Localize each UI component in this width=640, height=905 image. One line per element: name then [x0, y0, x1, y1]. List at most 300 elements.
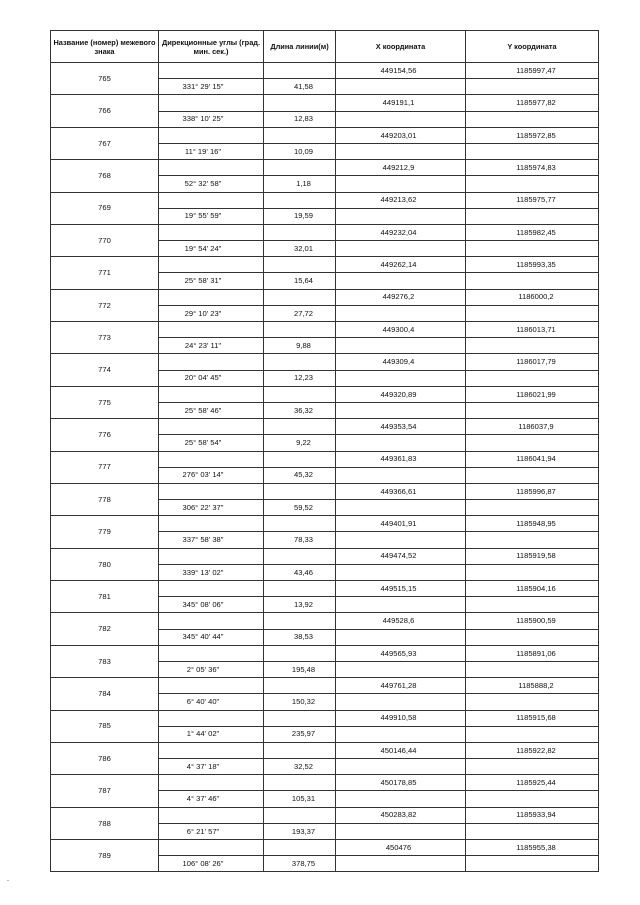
line-length: 19,59 — [293, 211, 313, 221]
point-name: 782 — [51, 613, 159, 645]
point-name: 771 — [51, 257, 159, 289]
x-cell — [336, 710, 466, 726]
empty-cell — [159, 548, 264, 564]
point-row — [51, 419, 599, 435]
point-row — [51, 548, 599, 564]
y-cell — [466, 613, 599, 629]
line-length: 32,01 — [293, 243, 313, 253]
empty-cell — [264, 322, 336, 338]
y-cell — [466, 451, 599, 467]
y-cell — [466, 678, 599, 694]
line-length: 193,37 — [291, 826, 316, 836]
y-cell — [466, 840, 599, 856]
x-coordinate: 449474,52 — [380, 551, 417, 561]
empty-cell — [466, 273, 599, 289]
empty-cell — [264, 483, 336, 499]
point-name: 766 — [51, 95, 159, 127]
y-coordinate: 1185993,35 — [516, 260, 556, 270]
y-coordinate: 1185997,47 — [516, 65, 556, 75]
y-cell — [466, 645, 599, 661]
header-name: Название (номер) межевого знака — [51, 31, 159, 63]
angle-cell — [159, 856, 264, 872]
empty-cell — [466, 726, 599, 742]
angle-cell — [159, 661, 264, 677]
y-coordinate: 1185955,38 — [516, 842, 556, 852]
empty-cell — [336, 597, 466, 613]
x-cell — [336, 354, 466, 370]
x-cell — [336, 386, 466, 402]
y-coordinate: 1185974,83 — [516, 162, 556, 172]
point-name: 777 — [51, 451, 159, 483]
empty-cell — [159, 451, 264, 467]
empty-cell — [264, 95, 336, 111]
empty-cell — [466, 856, 599, 872]
empty-cell — [159, 516, 264, 532]
y-cell — [466, 95, 599, 111]
angle-cell — [159, 273, 264, 289]
direction-angle: 25° 58' 31" — [184, 276, 222, 286]
y-cell — [466, 386, 599, 402]
point-name: 789 — [51, 840, 159, 872]
length-cell — [264, 629, 336, 645]
x-cell — [336, 483, 466, 499]
y-coordinate: 1185915,68 — [516, 713, 556, 723]
direction-angle: 52° 32' 58" — [184, 179, 222, 189]
y-coordinate: 1185975,77 — [516, 195, 556, 205]
empty-cell — [336, 467, 466, 483]
length-cell — [264, 208, 336, 224]
angle-cell — [159, 759, 264, 775]
angle-cell — [159, 791, 264, 807]
x-cell — [336, 742, 466, 758]
empty-cell — [264, 451, 336, 467]
x-cell — [336, 516, 466, 532]
empty-cell — [159, 742, 264, 758]
empty-cell — [264, 840, 336, 856]
empty-cell — [336, 370, 466, 386]
point-row — [51, 63, 599, 79]
line-length: 45,32 — [293, 470, 313, 480]
point-row — [51, 160, 599, 176]
empty-cell — [264, 775, 336, 791]
header-angle: Дирекционные углы (град. мин. сек.) — [159, 31, 264, 63]
angle-cell — [159, 338, 264, 354]
angle-cell — [159, 176, 264, 192]
line-length: 195,48 — [291, 664, 316, 674]
y-coordinate: 1185933,94 — [516, 810, 556, 820]
point-row — [51, 807, 599, 823]
y-coordinate: 1186041,94 — [516, 454, 556, 464]
length-cell — [264, 111, 336, 127]
empty-cell — [264, 645, 336, 661]
direction-angle: 25° 58' 54" — [184, 438, 222, 448]
direction-angle: 337° 58' 38" — [182, 535, 224, 545]
line-length: 12,83 — [293, 114, 313, 124]
point-row — [51, 322, 599, 338]
empty-cell — [466, 694, 599, 710]
direction-angle: 4° 37' 46" — [186, 794, 220, 804]
y-cell — [466, 127, 599, 143]
point-row — [51, 516, 599, 532]
empty-cell — [264, 257, 336, 273]
y-coordinate: 1185922,82 — [516, 745, 556, 755]
point-row — [51, 645, 599, 661]
x-coordinate: 449910,58 — [380, 713, 417, 723]
angle-cell — [159, 532, 264, 548]
line-length: 36,32 — [293, 405, 313, 415]
empty-cell — [264, 127, 336, 143]
line-length: 32,52 — [293, 761, 313, 771]
empty-cell — [466, 402, 599, 418]
line-length: 105,31 — [291, 794, 316, 804]
y-coordinate: 1186037,9 — [518, 421, 554, 431]
x-coordinate: 449515,15 — [380, 583, 417, 593]
x-cell — [336, 678, 466, 694]
survey-body — [51, 63, 599, 872]
direction-angle: 276° 03' 14" — [182, 470, 224, 480]
x-cell — [336, 840, 466, 856]
point-row — [51, 581, 599, 597]
y-cell — [466, 483, 599, 499]
empty-cell — [336, 629, 466, 645]
empty-cell — [336, 694, 466, 710]
y-cell — [466, 516, 599, 532]
empty-cell — [336, 823, 466, 839]
empty-cell — [466, 629, 599, 645]
y-cell — [466, 354, 599, 370]
empty-cell — [466, 111, 599, 127]
line-length: 59,52 — [293, 502, 313, 512]
length-cell — [264, 726, 336, 742]
length-cell — [264, 791, 336, 807]
length-cell — [264, 241, 336, 257]
x-cell — [336, 613, 466, 629]
empty-cell — [264, 678, 336, 694]
y-coordinate: 1185996,87 — [516, 486, 556, 496]
x-coordinate: 449353,54 — [380, 421, 417, 431]
x-coordinate: 449300,4 — [382, 324, 415, 334]
length-cell — [264, 273, 336, 289]
empty-cell — [159, 710, 264, 726]
direction-angle: 4° 37' 18" — [186, 761, 220, 771]
line-length: 38,53 — [293, 632, 313, 642]
empty-cell — [159, 192, 264, 208]
x-coordinate: 450146,44 — [380, 745, 417, 755]
x-cell — [336, 451, 466, 467]
empty-cell — [336, 856, 466, 872]
point-row — [51, 840, 599, 856]
length-cell — [264, 661, 336, 677]
direction-angle: 345° 40' 44" — [182, 632, 224, 642]
empty-cell — [466, 564, 599, 580]
point-name: 783 — [51, 645, 159, 677]
empty-cell — [336, 143, 466, 159]
empty-cell — [466, 79, 599, 95]
empty-cell — [336, 111, 466, 127]
empty-cell — [336, 241, 466, 257]
line-length: 235,97 — [291, 729, 316, 739]
empty-cell — [466, 241, 599, 257]
x-cell — [336, 127, 466, 143]
empty-cell — [336, 402, 466, 418]
line-length: 1,18 — [296, 179, 311, 189]
x-cell — [336, 289, 466, 305]
empty-cell — [466, 338, 599, 354]
x-cell — [336, 548, 466, 564]
empty-cell — [264, 581, 336, 597]
direction-angle: 19° 55' 59" — [184, 211, 222, 221]
direction-angle: 106° 08' 26" — [182, 858, 224, 868]
line-length: 10,09 — [293, 146, 313, 156]
empty-cell — [159, 160, 264, 176]
y-coordinate: 1185919,58 — [516, 551, 556, 561]
line-length: 78,33 — [293, 535, 313, 545]
point-row — [51, 742, 599, 758]
empty-cell — [264, 807, 336, 823]
empty-cell — [159, 63, 264, 79]
line-length: 9,22 — [296, 438, 311, 448]
empty-cell — [159, 419, 264, 435]
empty-cell — [336, 305, 466, 321]
angle-cell — [159, 143, 264, 159]
empty-cell — [264, 289, 336, 305]
empty-cell — [336, 273, 466, 289]
angle-cell — [159, 111, 264, 127]
length-cell — [264, 500, 336, 516]
x-cell — [336, 257, 466, 273]
empty-cell — [466, 143, 599, 159]
empty-cell — [466, 661, 599, 677]
point-name: 779 — [51, 516, 159, 548]
point-row — [51, 678, 599, 694]
point-name: 774 — [51, 354, 159, 386]
y-coordinate: 1185900,59 — [516, 616, 556, 626]
x-coordinate: 450283,82 — [380, 810, 417, 820]
point-name: 769 — [51, 192, 159, 224]
empty-cell — [159, 483, 264, 499]
empty-cell — [159, 322, 264, 338]
x-cell — [336, 192, 466, 208]
line-length: 15,64 — [293, 276, 313, 286]
x-cell — [336, 224, 466, 240]
direction-angle: 19° 54' 24" — [184, 243, 222, 253]
direction-angle: 2° 05' 36" — [186, 664, 220, 674]
empty-cell — [159, 581, 264, 597]
empty-cell — [264, 548, 336, 564]
empty-cell — [159, 386, 264, 402]
x-cell — [336, 95, 466, 111]
point-name: 787 — [51, 775, 159, 807]
point-name: 767 — [51, 127, 159, 159]
angle-cell — [159, 500, 264, 516]
length-cell — [264, 532, 336, 548]
x-coordinate: 449565,93 — [380, 648, 417, 658]
survey-table — [50, 30, 599, 872]
header-x: X координата — [336, 31, 466, 63]
x-coordinate: 449401,91 — [380, 519, 417, 529]
x-cell — [336, 160, 466, 176]
angle-cell — [159, 629, 264, 645]
empty-cell — [466, 208, 599, 224]
empty-cell — [264, 613, 336, 629]
y-coordinate: 1186013,71 — [516, 324, 556, 334]
x-coordinate: 450178,85 — [380, 778, 417, 788]
x-cell — [336, 807, 466, 823]
y-cell — [466, 289, 599, 305]
empty-cell — [159, 224, 264, 240]
y-coordinate: 1185977,82 — [516, 98, 556, 108]
length-cell — [264, 823, 336, 839]
empty-cell — [466, 532, 599, 548]
direction-angle: 20° 04' 45" — [184, 373, 222, 383]
direction-angle: 1° 44' 02" — [186, 729, 220, 739]
empty-cell — [264, 516, 336, 532]
x-coordinate: 449320,89 — [380, 389, 417, 399]
y-coordinate: 1185904,16 — [516, 583, 556, 593]
point-row — [51, 257, 599, 273]
angle-cell — [159, 564, 264, 580]
empty-cell — [336, 435, 466, 451]
x-coordinate: 449366,61 — [380, 486, 417, 496]
empty-cell — [466, 305, 599, 321]
empty-cell — [264, 63, 336, 79]
x-cell — [336, 645, 466, 661]
empty-cell — [336, 791, 466, 807]
direction-angle: 345° 08' 06" — [182, 599, 224, 609]
line-length: 13,92 — [293, 599, 313, 609]
x-cell — [336, 63, 466, 79]
empty-cell — [159, 127, 264, 143]
point-row — [51, 354, 599, 370]
line-length: 27,72 — [293, 308, 313, 318]
length-cell — [264, 402, 336, 418]
direction-angle: 24° 23' 11" — [184, 340, 222, 350]
angle-cell — [159, 305, 264, 321]
empty-cell — [466, 176, 599, 192]
length-cell — [264, 176, 336, 192]
empty-cell — [264, 742, 336, 758]
point-name: 770 — [51, 224, 159, 256]
x-cell — [336, 419, 466, 435]
header-row — [51, 31, 599, 63]
y-cell — [466, 322, 599, 338]
length-cell — [264, 79, 336, 95]
y-cell — [466, 419, 599, 435]
empty-cell — [159, 775, 264, 791]
angle-cell — [159, 370, 264, 386]
y-coordinate: 1185891,06 — [516, 648, 556, 658]
empty-cell — [336, 79, 466, 95]
header-y: Y координата — [466, 31, 599, 63]
length-cell — [264, 597, 336, 613]
empty-cell — [466, 597, 599, 613]
empty-cell — [466, 500, 599, 516]
x-coordinate: 449276,2 — [382, 292, 415, 302]
angle-cell — [159, 823, 264, 839]
x-coordinate: 449191,1 — [382, 98, 415, 108]
line-length: 43,46 — [293, 567, 313, 577]
empty-cell — [264, 710, 336, 726]
point-name: 788 — [51, 807, 159, 839]
point-row — [51, 192, 599, 208]
scan-speck — [7, 880, 9, 881]
direction-angle: 29° 10' 23" — [184, 308, 222, 318]
x-coordinate: 449203,01 — [380, 130, 417, 140]
direction-angle: 331° 29' 15" — [182, 81, 224, 91]
direction-angle: 6° 21' 57" — [186, 826, 220, 836]
line-length: 150,32 — [291, 697, 316, 707]
x-coordinate: 449154,56 — [380, 65, 417, 75]
point-name: 778 — [51, 483, 159, 515]
point-name: 784 — [51, 678, 159, 710]
empty-cell — [159, 289, 264, 305]
direction-angle: 6° 40' 40" — [186, 697, 220, 707]
empty-cell — [466, 467, 599, 483]
point-row — [51, 386, 599, 402]
x-coordinate: 450476 — [385, 842, 412, 852]
empty-cell — [336, 564, 466, 580]
y-coordinate: 1186017,79 — [516, 357, 556, 367]
y-cell — [466, 224, 599, 240]
y-cell — [466, 710, 599, 726]
angle-cell — [159, 726, 264, 742]
empty-cell — [159, 613, 264, 629]
y-cell — [466, 548, 599, 564]
y-cell — [466, 807, 599, 823]
direction-angle: 25° 58' 46" — [184, 405, 222, 415]
y-coordinate: 1186021,99 — [516, 389, 556, 399]
angle-cell — [159, 694, 264, 710]
empty-cell — [264, 419, 336, 435]
length-cell — [264, 338, 336, 354]
x-cell — [336, 322, 466, 338]
empty-cell — [336, 338, 466, 354]
y-cell — [466, 160, 599, 176]
empty-cell — [264, 160, 336, 176]
x-coordinate: 449361,83 — [380, 454, 417, 464]
x-cell — [336, 581, 466, 597]
empty-cell — [264, 192, 336, 208]
empty-cell — [466, 823, 599, 839]
point-name: 786 — [51, 742, 159, 774]
line-length: 9,88 — [296, 340, 311, 350]
line-length: 41,58 — [293, 81, 313, 91]
length-cell — [264, 305, 336, 321]
empty-cell — [159, 354, 264, 370]
empty-cell — [159, 840, 264, 856]
point-name: 773 — [51, 322, 159, 354]
y-cell — [466, 63, 599, 79]
point-row — [51, 775, 599, 791]
x-coordinate: 449262,14 — [380, 260, 417, 270]
empty-cell — [159, 257, 264, 273]
x-coordinate: 449232,04 — [380, 227, 417, 237]
point-row — [51, 451, 599, 467]
empty-cell — [466, 759, 599, 775]
empty-cell — [466, 370, 599, 386]
x-coordinate: 449309,4 — [382, 357, 415, 367]
angle-cell — [159, 435, 264, 451]
y-coordinate: 1186000,2 — [518, 292, 554, 302]
line-length: 12,23 — [293, 373, 313, 383]
point-row — [51, 289, 599, 305]
point-name: 772 — [51, 289, 159, 321]
empty-cell — [159, 645, 264, 661]
length-cell — [264, 694, 336, 710]
empty-cell — [466, 435, 599, 451]
empty-cell — [264, 224, 336, 240]
angle-cell — [159, 597, 264, 613]
